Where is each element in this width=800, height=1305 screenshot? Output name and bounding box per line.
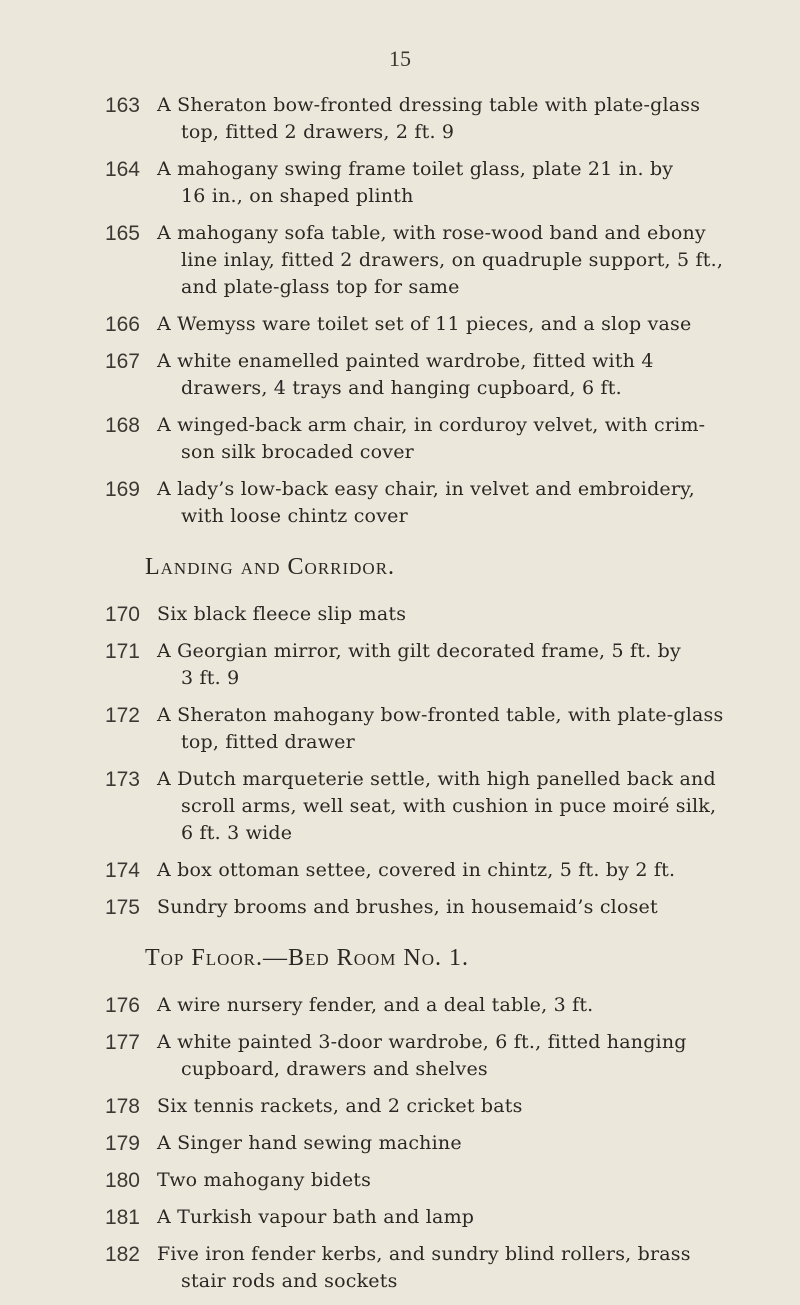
lot-number: 166	[104, 313, 140, 336]
lot-description	[157, 1241, 757, 1295]
lot-item	[0, 156, 800, 210]
lot-description-line: A Singer hand sewing machine	[157, 1132, 462, 1154]
lot-description	[157, 311, 757, 338]
lot-item	[0, 1167, 800, 1194]
lot-description-line: with loose chintz cover	[181, 505, 408, 527]
lot-description-line: A Sheraton bow-fronted dressing table with plate-glass	[157, 94, 701, 116]
section-heading: Landing and Corridor.	[145, 554, 396, 580]
section-heading: Top Floor.—Bed Room No. 1.	[145, 945, 469, 971]
lot-description-line: A white enamelled painted wardrobe, fitted with 4	[157, 350, 654, 372]
lot-description-line: A Turkish vapour bath and lamp	[157, 1206, 475, 1228]
lot-item	[0, 311, 800, 338]
lot-description-line: A lady’s low-back easy chair, in velvet and embroidery,	[157, 478, 695, 500]
lot-number: 176	[104, 994, 140, 1017]
lot-number: 177	[104, 1031, 140, 1054]
lot-number: 172	[104, 704, 140, 727]
lot-description-line: scroll arms, well seat, with cushion in puce moiré silk,	[181, 795, 717, 817]
lot-description	[157, 1093, 757, 1120]
lot-item	[0, 992, 800, 1019]
lot-item	[0, 702, 800, 756]
lot-description-line: 6 ft. 3 wide	[181, 822, 293, 844]
lot-description-line: stair rods and sockets	[181, 1270, 398, 1292]
lot-description-line: Five iron fender kerbs, and sundry blind rollers, brass	[157, 1243, 691, 1265]
lot-description-line: 3 ft. 9	[181, 667, 240, 689]
lot-description	[157, 220, 757, 301]
lot-number: 175	[104, 896, 140, 919]
lot-number: 169	[104, 478, 140, 501]
lot-description-line: and plate-glass top for same	[181, 276, 460, 298]
lot-number: 181	[104, 1206, 140, 1229]
lot-description-line: A Georgian mirror, with gilt decorated frame, 5 ft. by	[157, 640, 681, 662]
lot-number: 165	[104, 222, 140, 245]
lot-item	[0, 348, 800, 402]
lot-description-line: A Wemyss ware toilet set of 11 pieces, and a slop vase	[157, 313, 692, 335]
lot-description-line: Six black fleece slip mats	[157, 603, 407, 625]
lot-description	[157, 894, 757, 921]
lot-number: 173	[104, 768, 140, 791]
lot-item	[0, 1204, 800, 1231]
lot-number: 179	[104, 1132, 140, 1155]
lot-description	[157, 156, 757, 210]
lot-description-line: 16 in., on shaped plinth	[181, 185, 414, 207]
lot-number: 164	[104, 158, 140, 181]
lot-number: 167	[104, 350, 140, 373]
lot-number: 163	[104, 94, 140, 117]
lot-number: 170	[104, 603, 140, 626]
page-number: 15	[389, 46, 411, 71]
lot-number: 182	[104, 1243, 140, 1266]
lot-item	[0, 92, 800, 146]
lot-item	[0, 412, 800, 466]
lot-description-line: A mahogany swing frame toilet glass, plate 21 in. by	[157, 158, 674, 180]
lot-description	[157, 412, 757, 466]
lot-description-line: line inlay, fitted 2 drawers, on quadruple support, 5 ft.,	[181, 249, 724, 271]
lot-item	[0, 1029, 800, 1083]
lot-item	[0, 1093, 800, 1120]
lot-description-line: A white painted 3-door wardrobe, 6 ft., fitted hanging	[157, 1031, 687, 1053]
lot-description	[157, 638, 757, 692]
lot-description	[157, 992, 757, 1019]
lot-description-line: Six tennis rackets, and 2 cricket bats	[157, 1095, 523, 1117]
lot-description-line: A winged-back arm chair, in corduroy velvet, with crim-	[157, 414, 706, 436]
lot-number: 178	[104, 1095, 140, 1118]
lot-item	[0, 601, 800, 628]
lot-description-line: Two mahogany bidets	[157, 1169, 372, 1191]
lot-description	[157, 601, 757, 628]
lot-description-line: A mahogany sofa table, with rose-wood band and ebony	[157, 222, 706, 244]
lot-description-line: A wire nursery fender, and a deal table, 3 ft.	[157, 994, 594, 1016]
lot-description	[157, 857, 757, 884]
lot-description	[157, 1167, 757, 1194]
lot-number: 174	[104, 859, 140, 882]
lot-description-line: son silk brocaded cover	[181, 441, 414, 463]
lot-item	[0, 1130, 800, 1157]
lot-item	[0, 857, 800, 884]
lot-description-line: cupboard, drawers and shelves	[181, 1058, 488, 1080]
lot-item	[0, 894, 800, 921]
lot-description	[157, 1029, 757, 1083]
lot-description	[157, 1130, 757, 1157]
lot-number: 168	[104, 414, 140, 437]
lot-description-line: drawers, 4 trays and hanging cupboard, 6 ft.	[181, 377, 622, 399]
lot-item	[0, 476, 800, 530]
lot-description	[157, 702, 757, 756]
lot-number: 171	[104, 640, 140, 663]
lot-description-line: Sundry brooms and brushes, in housemaid’s closet	[157, 896, 658, 918]
lot-item	[0, 766, 800, 847]
lot-item	[0, 1241, 800, 1295]
lot-description	[157, 348, 757, 402]
lot-description-line: A box ottoman settee, covered in chintz, 5 ft. by 2 ft.	[157, 859, 676, 881]
lot-item	[0, 220, 800, 301]
lot-description-line: top, fitted drawer	[181, 731, 355, 753]
lot-description	[157, 1204, 757, 1231]
lot-description	[157, 766, 757, 847]
lot-item	[0, 638, 800, 692]
lot-description	[157, 92, 757, 146]
lot-description-line: A Dutch marqueterie settle, with high panelled back and	[157, 768, 716, 790]
lot-description	[157, 476, 757, 530]
lot-number: 180	[104, 1169, 140, 1192]
catalogue-listing	[0, 92, 800, 1305]
lot-description-line: A Sheraton mahogany bow-fronted table, with plate-glass	[157, 704, 724, 726]
lot-description-line: top, fitted 2 drawers, 2 ft. 9	[181, 121, 455, 143]
